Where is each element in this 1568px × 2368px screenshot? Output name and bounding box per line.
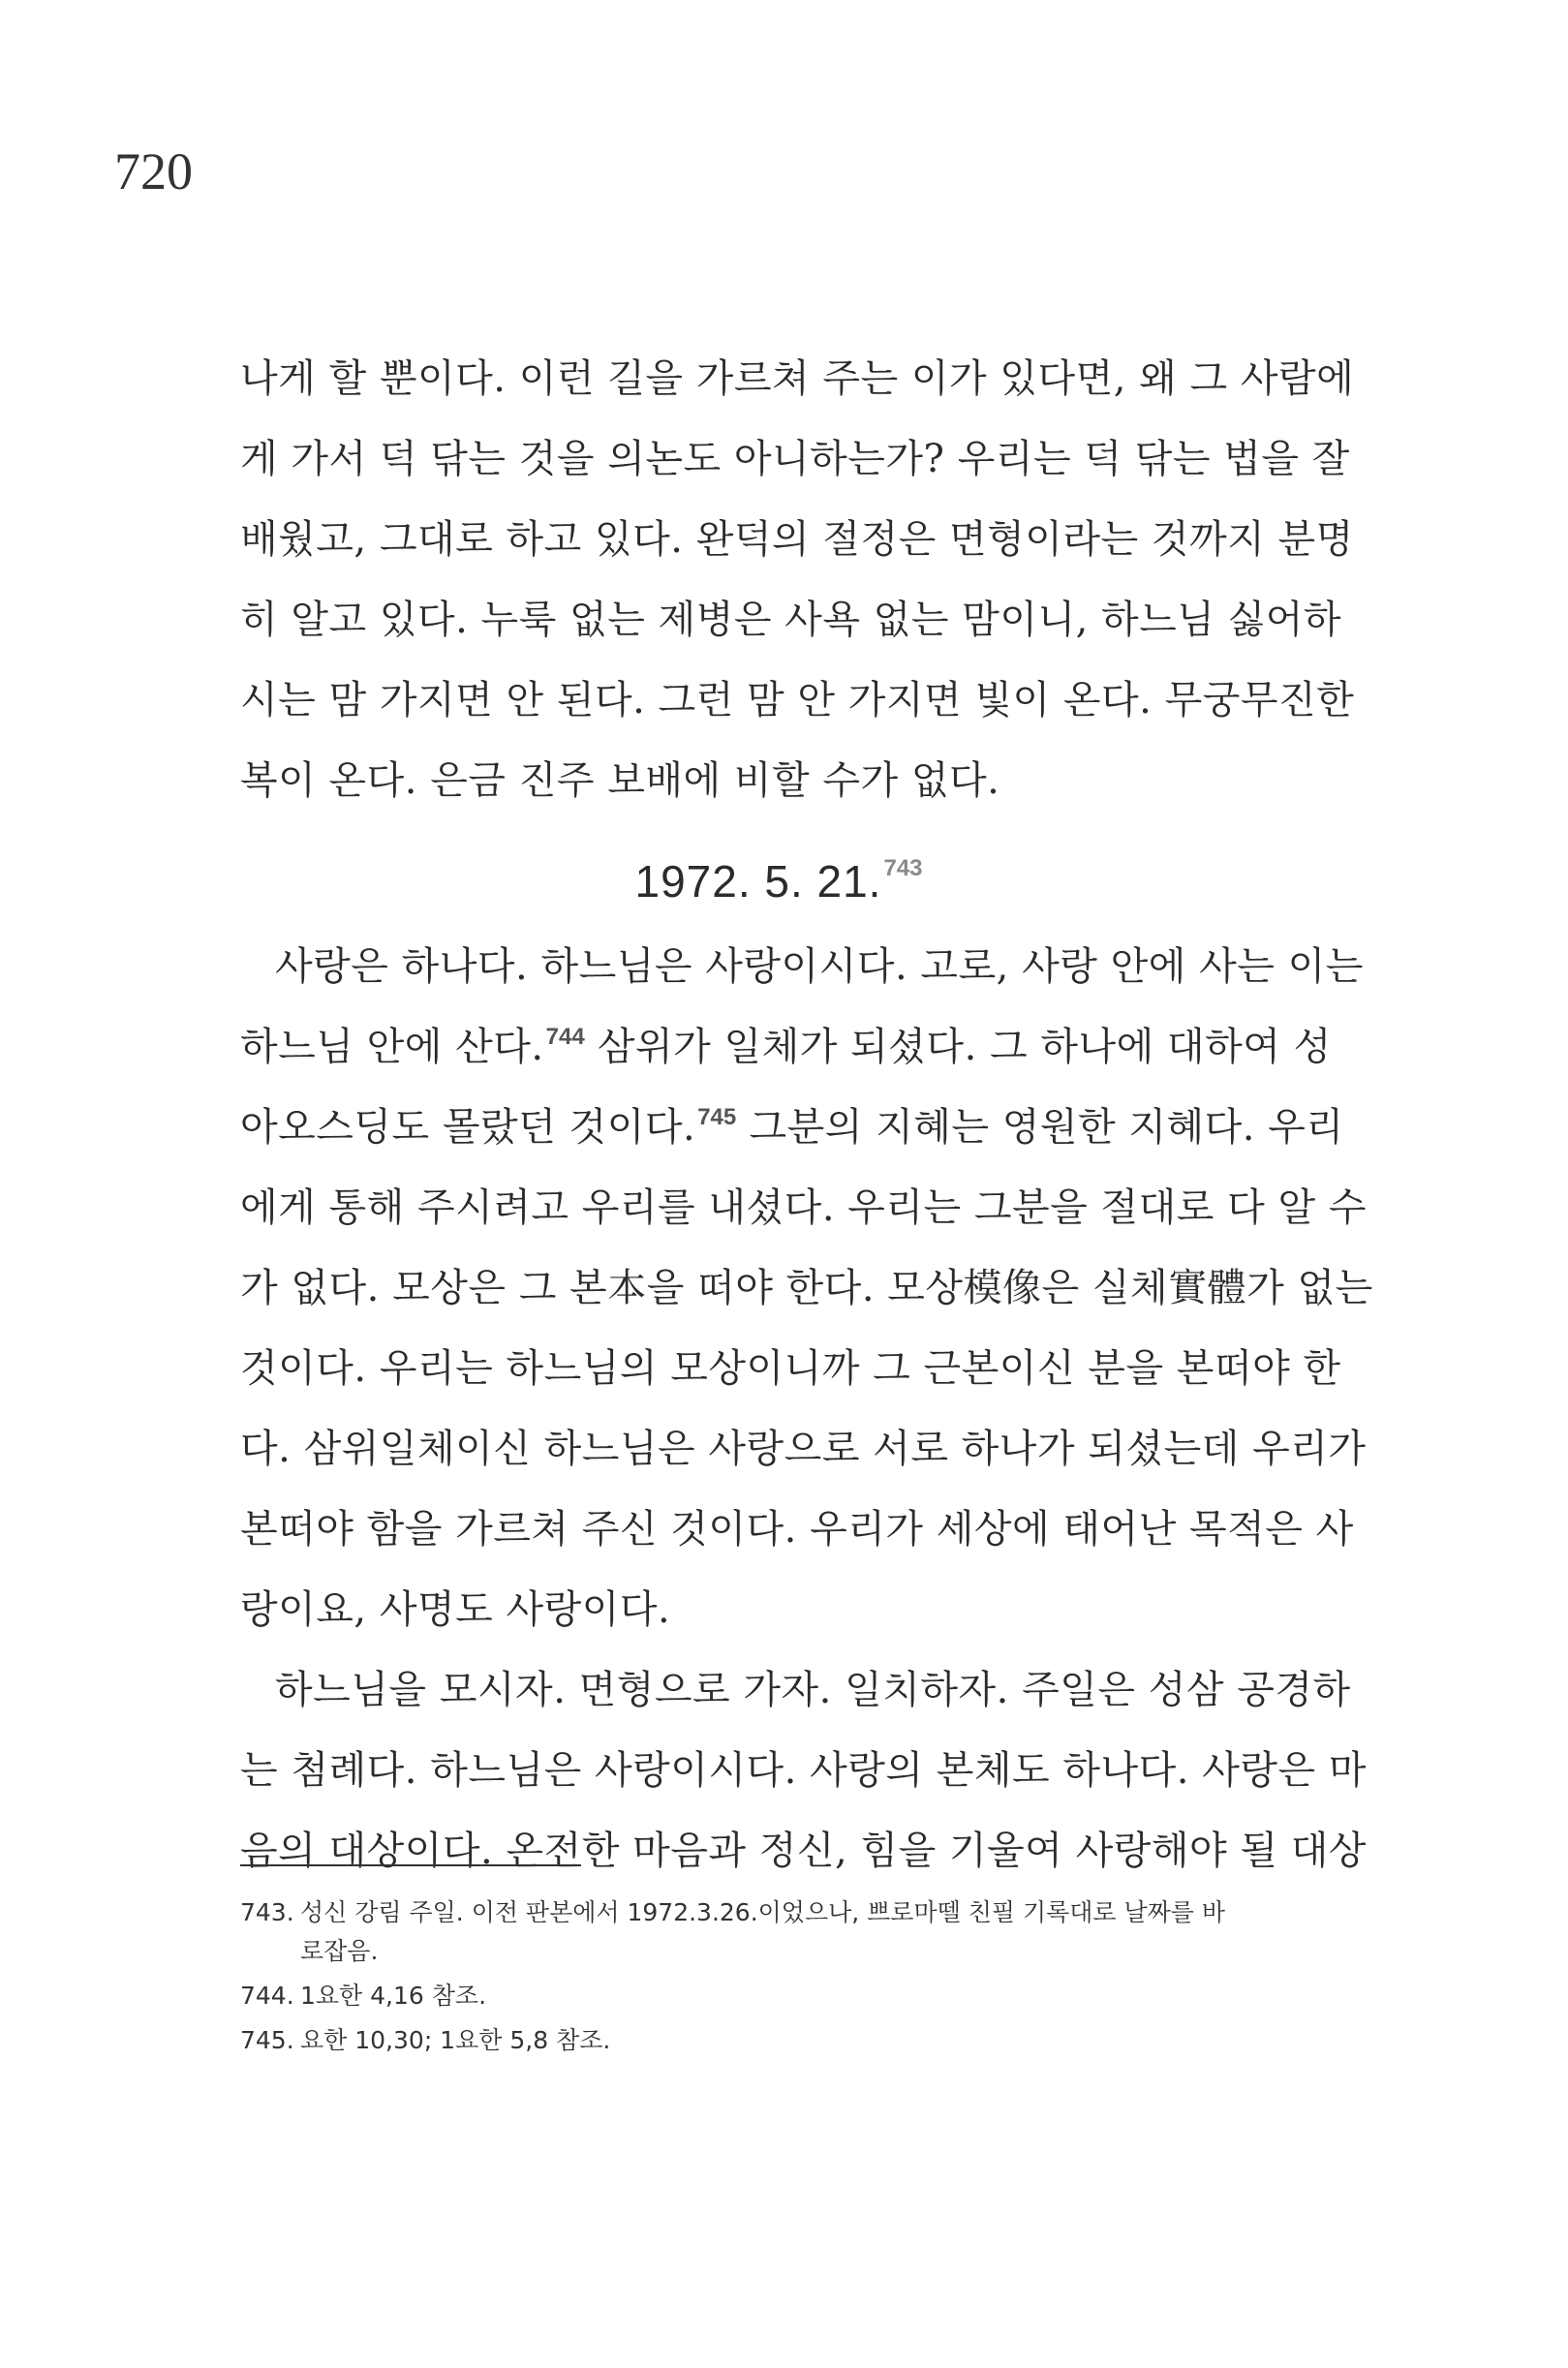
text-line	[240, 1088, 1344, 1168]
footnote-number: 743.	[240, 1898, 294, 1926]
text-line: 시는 맘 가지면 안 된다. 그런 맘 안 가지면 빛이 온다. 무궁무진한	[240, 678, 1355, 723]
text-line: 음의 대상이다. 온전한 마음과 정신, 힘을 기울여 사랑해야 될 대상	[240, 1829, 1368, 1873]
section-date-heading	[240, 852, 1317, 910]
page-number: 720	[114, 142, 193, 200]
footnote-text: 로잡음.	[300, 1937, 379, 1965]
footnote-text: 성신 강림 주일. 이전 판본에서 1972.3.26.이었으나, 쁘로마뗄 친필 기록대로 날짜를 바	[300, 1898, 1226, 1926]
text-line: 에게 통해 주시려고 우리를 내셨다. 우리는 그분을 절대로 다 알 수	[240, 1185, 1368, 1230]
text-line: 랑이요, 사명도 사랑이다.	[240, 1587, 671, 1632]
text-segment: 그분의 지혜는 영원한 지혜다. 우리	[736, 1105, 1344, 1150]
paragraph-1	[240, 927, 1373, 1650]
section-date: 1972. 5. 21.	[634, 856, 882, 907]
footnote-ref: 743	[883, 855, 923, 881]
text-line: 히 알고 있다. 누룩 없는 제병은 사욕 없는 맘이니, 하느님 싫어하	[240, 598, 1342, 642]
text-line: 가 없다. 모상은 그 본本을 떠야 한다. 모상模像은 실체實體가 없는	[240, 1266, 1373, 1310]
text-line: 복이 온다. 은금 진주 보배에 비할 수가 없다.	[240, 758, 1000, 803]
footnote-number: 744.	[240, 1982, 294, 2010]
text-segment: 하느님 안에 산다.	[240, 1025, 544, 1069]
text-line: 는 첨례다. 하느님은 사랑이시다. 사랑의 본체도 하나다. 사랑은 마	[240, 1748, 1368, 1793]
footnote-text: 요한 10,30; 1요한 5,8 참조.	[300, 2026, 611, 2054]
text-line: 다. 삼위일체이신 하느님은 사랑으로 서로 하나가 되셨는데 우리가	[240, 1427, 1367, 1471]
footnote	[240, 2021, 1317, 2060]
footnote	[240, 1977, 1317, 2015]
text-line	[240, 1007, 1332, 1088]
text-segment: 삼위가 일체가 되셨다. 그 하나에 대하여 성	[584, 1025, 1332, 1069]
text-line: 배웠고, 그대로 하고 있다. 완덕의 절정은 면형이라는 것까지 분명	[240, 517, 1354, 562]
footnote-text: 1요한 4,16 참조.	[300, 1982, 487, 2010]
text-line: 게 가서 덕 닦는 것을 의논도 아니하는가? 우리는 덕 닦는 법을 잘	[240, 437, 1350, 481]
footnote-ref: 744	[545, 1024, 585, 1050]
intro-paragraph	[240, 339, 1355, 821]
text-line: 사랑은 하나다. 하느님은 사랑이시다. 고로, 사랑 안에 사는 이는	[275, 944, 1364, 989]
text-line: 것이다. 우리는 하느님의 모상이니까 그 근본이신 분을 본떠야 한	[240, 1346, 1341, 1391]
footnote-number: 745.	[240, 2026, 294, 2054]
text-line: 본떠야 함을 가르쳐 주신 것이다. 우리가 세상에 태어난 목적은 사	[240, 1507, 1354, 1552]
paragraph-2	[240, 1650, 1368, 1891]
footnotes	[240, 1893, 1317, 2066]
text-line: 나게 할 뿐이다. 이런 길을 가르쳐 주는 이가 있다면, 왜 그 사람에	[240, 356, 1355, 401]
footnote-ref: 745	[697, 1104, 737, 1130]
text-segment: 아오스딩도 몰랐던 것이다.	[240, 1105, 696, 1150]
text-line: 하느님을 모시자. 면형으로 가자. 일치하자. 주일은 성삼 공경하	[275, 1668, 1351, 1712]
footnote-divider	[240, 1864, 581, 1866]
footnote	[240, 1893, 1317, 1971]
